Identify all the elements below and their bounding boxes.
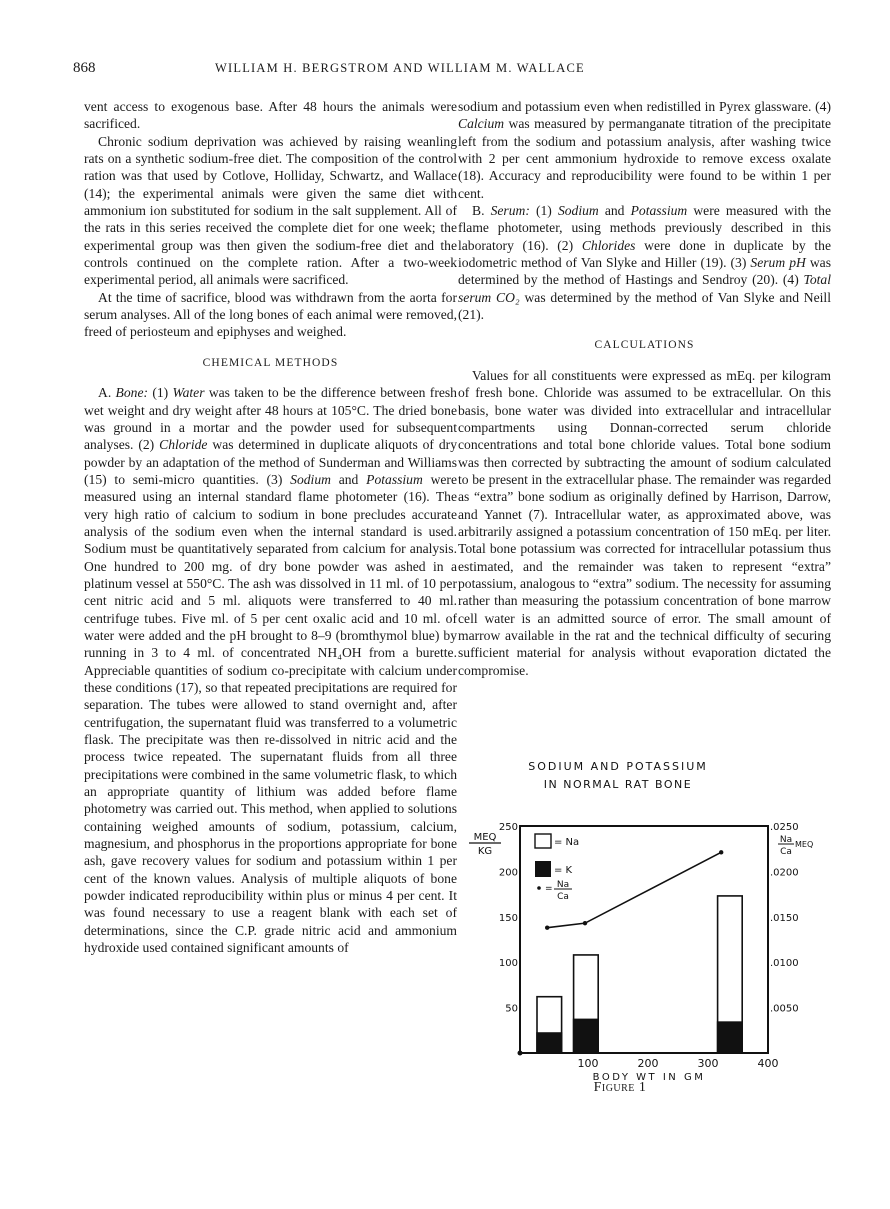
- figure-1: [455, 760, 845, 1120]
- text: Bone:: [115, 385, 149, 401]
- x-tick-label: 200: [637, 1057, 659, 1070]
- legend-na-ca-equals: =: [545, 884, 553, 894]
- y-tick-label: 200: [498, 867, 518, 879]
- y-axis-label-denominator: KG: [477, 846, 493, 857]
- na-ca-line: [547, 852, 721, 927]
- text: and: [598, 203, 631, 219]
- running-head: WILLIAM H. BERGSTROM AND WILLIAM M. WALLACE: [215, 61, 585, 75]
- text: Potassium: [366, 471, 423, 487]
- text: Chlorides: [581, 237, 636, 253]
- na-ca-point: [583, 921, 587, 925]
- page-header: [73, 60, 833, 80]
- paragraph: [458, 98, 831, 202]
- legend-k-label: = K: [554, 865, 573, 876]
- na-ca-point: [719, 850, 723, 854]
- text: was determined by the method of Van Slyke and Neill (21).: [458, 289, 831, 323]
- x-tick-label: 300: [697, 1057, 719, 1070]
- section-heading-chemical-methods: CHEMICAL METHODS: [202, 356, 339, 369]
- text: was measured by permanganate titration of the precipitate left from the sodium and potassium analysis, after washing twice with 2 per cent ammonium hydroxide to remove excess oxalate (18). Accuracy and reproducibility were found to be within 1 per cent.: [458, 116, 831, 201]
- y-right-label-numerator: Na: [779, 835, 793, 845]
- legend-na-ca-denominator: Ca: [557, 892, 569, 902]
- legend-na-ca-numerator: Na: [556, 880, 570, 890]
- text: A.: [98, 385, 116, 401]
- legend-k-swatch: [535, 861, 551, 877]
- legend-na-ca-dot: [537, 886, 541, 890]
- text: sodium and potassium even when redistilled in Pyrex glassware. (4): [458, 99, 831, 114]
- legend-na-label: = Na: [554, 837, 580, 848]
- text: Calcium: [458, 116, 505, 132]
- paragraph-bone-methods: [84, 384, 457, 956]
- y-tick-label: 50: [505, 1003, 518, 1015]
- x-tick-label: 400: [757, 1057, 779, 1070]
- text: Serum pH: [750, 255, 806, 271]
- legend-na-swatch: [535, 834, 551, 848]
- y-tick-label: 150: [498, 912, 518, 924]
- text: (1): [148, 385, 173, 401]
- chart-title-line1: SODIUM AND POTASSIUM: [528, 760, 708, 773]
- x-tick-label: 100: [577, 1057, 599, 1070]
- text: B.: [472, 203, 491, 219]
- text: Sodium: [557, 203, 599, 219]
- chart-title-line2: IN NORMAL RAT BONE: [543, 778, 693, 791]
- y-tick-label: 100: [498, 958, 518, 970]
- origin-dot: [518, 1051, 523, 1056]
- page-number: 868: [73, 60, 96, 76]
- bar-k: [718, 1022, 743, 1053]
- text: Potassium: [630, 203, 688, 219]
- text: were done in duplicate by the iodometric method of Van Slyke and Hiller (19). (3): [458, 237, 831, 271]
- y-axis-label-numerator: MEQ: [473, 832, 497, 843]
- paragraph-serum-methods: [458, 202, 831, 323]
- paragraph: At the time of sacrifice, blood was withdrawn from the aorta for serum analyses. All of the long bones of each animal were removed, freed of periosteum and epiphyses and weighed.: [84, 289, 457, 340]
- y-right-tick-label: .0150: [770, 912, 799, 924]
- y-tick-label: 250: [498, 822, 518, 833]
- y-right-tick-label: .0100: [770, 958, 799, 970]
- text: and: [330, 471, 367, 487]
- text: (1): [529, 203, 558, 219]
- bar-k: [574, 1019, 599, 1053]
- left-column: [84, 98, 457, 957]
- text: were measured using an internal standard flame photometer (16). The very high ratio of calcium to sodium in bone precludes accurate analysis of the sodium even when the internal standard is used. Sodium must be quantitatively separated from calcium for analysis. One hundred to 200 mg. of dry bone powder was ashed in a platinum vessel at 550°C. The ash was dissolved in 11 ml. of 10 per cent nitric acid and 5 ml. aliquots were transferred to 40 ml. centrifuge tubes. Five ml. of 5 per cent oxalic acid and 10 ml. of water were added and the pH brought to 8–9 (bromthymol blue) by running in 3 to 4 ml. of concentrated NH₄OH from a burette. Appreciable quantities of sodium co-precipitate with calcium under these conditions (17), so that repeated precipitations are required for separation. The tubes were allowed to stand overnight and, after centrifugation, the supernatant fluid was transferred to a volumetric flask. The precipitate was then re-dissolved in nitric acid and the process twice repeated. The supernatant fluids from all three precipitations were combined in the same volumetric flask, to which an appropriate quantity of lithium was added before flame photometry was carried out. This method, when applied to solutions containing weighed amounts of sodium, potassium, calcium, magnesium, and phosphorus in the proportions appropriate for bone ash, gave recovery values for sodium and potassium within 1 per cent of the known values. Analysis of multiple aliquots of bone powder indicated reproducibility within plus or minus 4 per cent. It was found necessary to use a reagent blank with each set of determinations, since the C.P. grade nitric acid and ammonium hydroxide used contained significant amounts of: [84, 471, 457, 956]
- na-ca-point: [545, 925, 549, 929]
- right-column: [458, 98, 831, 679]
- bar-k: [537, 1033, 562, 1053]
- paragraph-calculations: Values for all constituents were expressed as mEq. per kilogram of fresh bone. Chloride was assumed to be extracellular. On this basis, bone water was divided into extracellular and intracellular compartments using Donnan-corrected serum chloride concentrations and total bone chloride values. Total bone sodium was then corrected by subtracting the amount of sodium calculated to be present in the extracellular phase. The remainder was regarded as “extra” bone sodium as originally defined by Harrison, Darrow, and Yannet (7). Intracellular water, as approximated above, was arbitrarily assigned a potassium concentration of 150 mEq. per liter. Total bone potassium was corrected for intracellular potassium thus estimated, and the remainder was taken to represent “extra” potassium, analogous to “extra” sodium. The necessity for assuming rather than measuring the potassium concentration of bone marrow cell water is an admitted source of error. The small amount of marrow available in the rat and the technical difficulty of securing sufficient material for analysis without evaporation dictated the compromise.: [458, 367, 831, 678]
- text: was taken to be the difference between fresh wet weight and dry weight after 48 hours at 105°C. The dried bone was ground in a mortar and the powder used for subsequent analyses. (2): [84, 385, 457, 453]
- y-right-label-unit: MEQ: [795, 840, 814, 849]
- text: Chloride: [159, 437, 208, 453]
- y-right-tick-label: .0200: [770, 867, 799, 879]
- y-right-tick-label: .0250: [770, 822, 799, 833]
- text: Total serum CO₂: [458, 272, 831, 305]
- figure-caption: Figure 1: [593, 1080, 647, 1095]
- paragraph: vent access to exogenous base. After 48 hours the animals were sacrificed.: [84, 99, 457, 132]
- text: Water: [172, 385, 205, 401]
- paragraph: Chronic sodium deprivation was achieved by raising weanling rats on a synthetic sodium-free diet. The composition of the control ration was that used by Cotlove, Holliday, Schwartz, and Wallace (14); the experimental animals were given the same diet with ammonium ion substituted for sodium in the salt supplement. All of the rats in this series received the complete diet for one week; the experimental group was then given the sodium-free diet and the controls continued on the complete ration. After a two-week experimental period, all animals were sacrificed.: [84, 133, 457, 288]
- x-axis-label: BODY WT IN GM: [592, 1072, 706, 1080]
- y-right-label-denominator: Ca: [780, 847, 792, 857]
- text: was determined by the method of Hastings and Sendroy (20). (4): [458, 255, 831, 288]
- text: were measured with the flame photometer, using methods previously described in this laboratory (16). (2): [458, 203, 831, 253]
- text: Sodium: [290, 471, 331, 487]
- text: Serum:: [490, 203, 530, 219]
- y-right-tick-label: .0050: [770, 1003, 799, 1015]
- chart: [455, 760, 845, 1080]
- section-heading-calculations: CALCULATIONS: [594, 339, 695, 352]
- text: was determined in duplicate aliquots of dry powder by an adaptation of the method of Sunderman and Williams (15) to semi-micro quantities. (3): [84, 437, 457, 487]
